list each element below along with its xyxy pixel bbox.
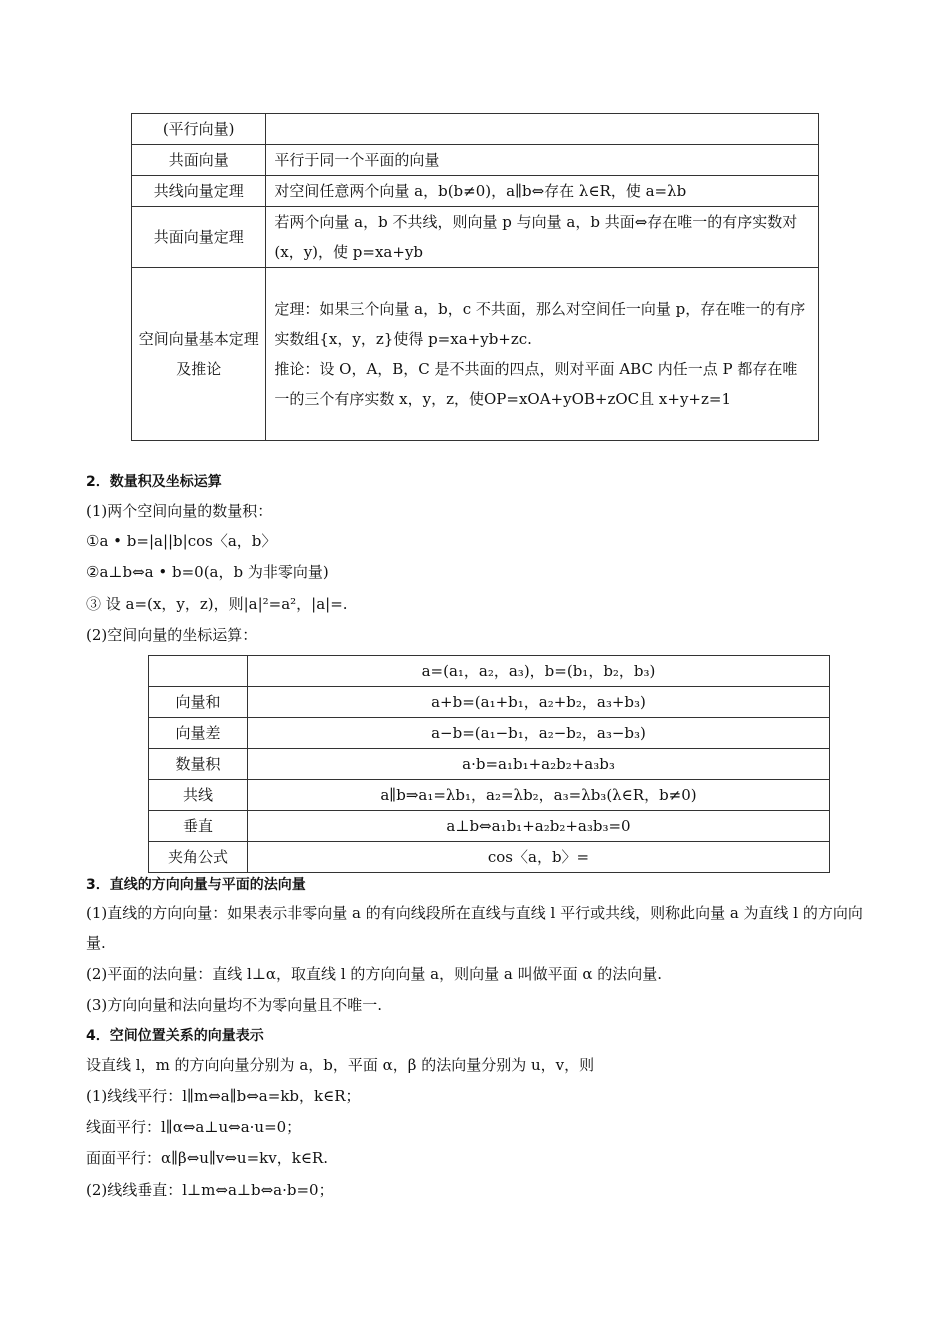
dot-product-formula: ①a • b=|a||b|cos〈a，b〉 xyxy=(86,532,277,550)
formula-cell: a·b=a₁b₁+a₂b₂+a₃b₃ xyxy=(248,749,830,780)
desc-cell xyxy=(266,268,819,441)
section-3-para-1: (1)直线的方向向量：如果表示非零向量 a 的有向线段所在直线与直线 l 平行或共线，则称此向量 a 为直线 l 的方向向量. xyxy=(86,904,863,952)
name-cell: 垂直 xyxy=(149,811,248,842)
formula-cell: a⊥b⇔a₁b₁+a₂b₂+a₃b₃=0 xyxy=(248,811,830,842)
term-cell: (平行向量) xyxy=(132,114,266,145)
formula-cell: a=(a₁，a₂，a₃)，b=(b₁，b₂，b₃) xyxy=(248,656,830,687)
vector-concepts-table xyxy=(131,113,819,441)
name-cell: 向量和 xyxy=(149,687,248,718)
theorem-text: 定理：如果三个向量 a，b，c 不共面，那么对空间任一向量 p，存在唯一的有序实数组{x，y，z}使得 p=xa+yb+zc. xyxy=(274,300,806,348)
name-cell: 共线 xyxy=(149,780,248,811)
table-row xyxy=(132,207,819,268)
section-2-title: 2．数量积及坐标运算 xyxy=(86,474,222,490)
formula-cell: a+b=(a₁+b₁，a₂+b₂，a₃+b₃) xyxy=(248,687,830,718)
line-line-perpendicular: (2)线线垂直：l⊥m⇔a⊥b⇔a·b=0； xyxy=(86,1181,334,1199)
table-row xyxy=(132,268,819,441)
table-row xyxy=(149,718,830,749)
term-cell: 共线向量定理 xyxy=(132,176,266,207)
corollary-text: 推论：设 O，A，B，C 是不共面的四点，则对平面 ABC 内任一点 P 都存在唯一的三个有序实数 x，y，z，使OP=xOA+yOB+zOC且 x+y+z=1 xyxy=(274,360,798,408)
table-row xyxy=(149,656,830,687)
table-row xyxy=(132,176,819,207)
formula-cell: cos〈a，b〉= xyxy=(248,842,830,873)
desc-cell: 对空间任意两个向量 a，b(b≠0)，a∥b⇔存在 λ∈R，使 a=λb xyxy=(266,176,819,207)
magnitude-formula: ③ 设 a=(x，y，z)，则|a|²=a²，|a|=. xyxy=(86,595,348,613)
table-row xyxy=(149,780,830,811)
section-4-title: 4．空间位置关系的向量表示 xyxy=(86,1028,264,1044)
table-row xyxy=(149,842,830,873)
desc-cell xyxy=(266,114,819,145)
name-cell: 数量积 xyxy=(149,749,248,780)
section-3-para-3: (3)方向向量和法向量均不为零向量且不唯一. xyxy=(86,996,383,1014)
section-3-title: 3．直线的方向向量与平面的法向量 xyxy=(86,877,306,893)
section-4-intro: 设直线 l，m 的方向向量分别为 a，b，平面 α，β 的法向量分别为 u，v，则 xyxy=(86,1056,595,1074)
table-row xyxy=(132,114,819,145)
name-cell xyxy=(149,656,248,687)
table-row xyxy=(149,811,830,842)
term-cell: 共面向量定理 xyxy=(132,207,266,268)
term-cell: 共面向量 xyxy=(132,145,266,176)
plane-plane-parallel: 面面平行：α∥β⇔u∥v⇔u=kv，k∈R. xyxy=(86,1149,328,1167)
table-row xyxy=(149,687,830,718)
perpendicular-condition: ②a⊥b⇔a • b=0(a，b 为非零向量) xyxy=(86,563,329,581)
formula-cell: a−b=(a₁−b₁，a₂−b₂，a₃−b₃) xyxy=(248,718,830,749)
table-row xyxy=(132,145,819,176)
section-3-para-2: (2)平面的法向量：直线 l⊥α，取直线 l 的方向向量 a，则向量 a 叫做平面 α 的法向量. xyxy=(86,965,663,983)
section-2-sub1: (1)两个空间向量的数量积： xyxy=(86,502,273,520)
desc-cell: 若两个向量 a，b 不共线，则向量 p 与向量 a，b 共面⇔存在唯一的有序实数对(x，y)，使 p=xa+yb xyxy=(266,207,819,268)
line-plane-parallel: 线面平行：l∥α⇔a⊥u⇔a·u=0； xyxy=(86,1118,302,1136)
formula-cell: a∥b⇒a₁=λb₁，a₂=λb₂，a₃=λb₃(λ∈R，b≠0) xyxy=(248,780,830,811)
section-2-sub2: (2)空间向量的坐标运算： xyxy=(86,626,258,644)
name-cell: 夹角公式 xyxy=(149,842,248,873)
line-line-parallel: (1)线线平行：l∥m⇔a∥b⇔a=kb，k∈R； xyxy=(86,1087,361,1105)
term-cell: 空间向量基本定理及推论 xyxy=(132,268,266,441)
name-cell: 向量差 xyxy=(149,718,248,749)
coordinate-operations-table xyxy=(148,655,830,873)
table-row xyxy=(149,749,830,780)
desc-cell: 平行于同一个平面的向量 xyxy=(266,145,819,176)
